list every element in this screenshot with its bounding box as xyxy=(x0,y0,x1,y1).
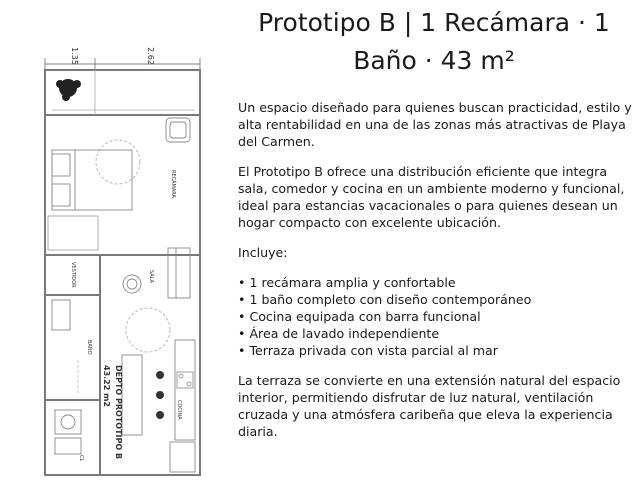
room-label-sala: SALA xyxy=(148,270,154,284)
bed xyxy=(52,150,132,210)
washer-icon xyxy=(55,410,81,434)
includes-label: Incluye: xyxy=(238,245,288,260)
bedroom-rug xyxy=(96,140,140,184)
refrigerator xyxy=(170,442,195,472)
description xyxy=(238,99,634,453)
dimension-lines xyxy=(45,58,200,70)
room-label-bano: BAÑO xyxy=(86,340,92,355)
room-label-cl: CL xyxy=(78,455,84,462)
stove-icon xyxy=(177,372,193,388)
title-line-1: Prototipo B | 1 Recámara · 1 xyxy=(258,8,610,37)
list-item: • Área de lavado independiente xyxy=(238,325,634,342)
kitchen-bar xyxy=(122,355,142,435)
plant-icon xyxy=(56,79,81,101)
closing-paragraph: La terraza se convierte en una extensión natural del espacio interior, permitiendo disfrutar de luz natural, ventilación cruzada y una atmósfera caribeña que eleva la experiencia diaria. xyxy=(238,373,621,439)
kitchen-counter xyxy=(175,340,195,440)
room-label-vestidor: VESTIDOR xyxy=(70,262,76,288)
floor-plan xyxy=(0,0,230,480)
coffee-table xyxy=(123,275,141,293)
shower xyxy=(52,300,70,330)
unit-area-label: 43.22 m2 xyxy=(102,365,111,407)
list-item: • Cocina equipada con barra funcional xyxy=(238,308,634,325)
closet xyxy=(48,216,98,250)
bar-stools xyxy=(156,371,164,419)
laundry-sink xyxy=(55,438,81,454)
dimension-right-label: 2.62 xyxy=(146,47,155,65)
features-list xyxy=(238,274,634,359)
distribution-paragraph: El Prototipo B ofrece una distribución eficiente que integra sala, comedor y cocina en un ambiente moderno y funcional, ideal para estancias vacacionales o para quienes desean un hogar compacto con excelente ubicación. xyxy=(238,164,625,230)
unit-name-label: DEPTO PROTOTIPO B xyxy=(114,365,123,460)
page-title xyxy=(232,4,636,80)
title-line-2: Baño · 43 m² xyxy=(353,46,515,75)
armchair xyxy=(166,118,190,142)
dimension-left-label: 1.35 xyxy=(70,47,79,65)
room-label-cocina: COCINA xyxy=(176,400,182,420)
list-item: • Terraza privada con vista parcial al mar xyxy=(238,342,634,359)
list-item: • 1 baño completo con diseño contemporáneo xyxy=(238,291,634,308)
floor-plan-drawing xyxy=(0,0,230,480)
room-label-recamara: RECÁMARA xyxy=(170,170,176,198)
list-item: • 1 recámara amplia y confortable xyxy=(238,274,634,291)
intro-paragraph: Un espacio diseñado para quienes buscan practicidad, estilo y alta rentabilidad en una de las zonas más atractivas de Playa del Carmen. xyxy=(238,100,632,149)
dining-rug xyxy=(126,308,170,352)
